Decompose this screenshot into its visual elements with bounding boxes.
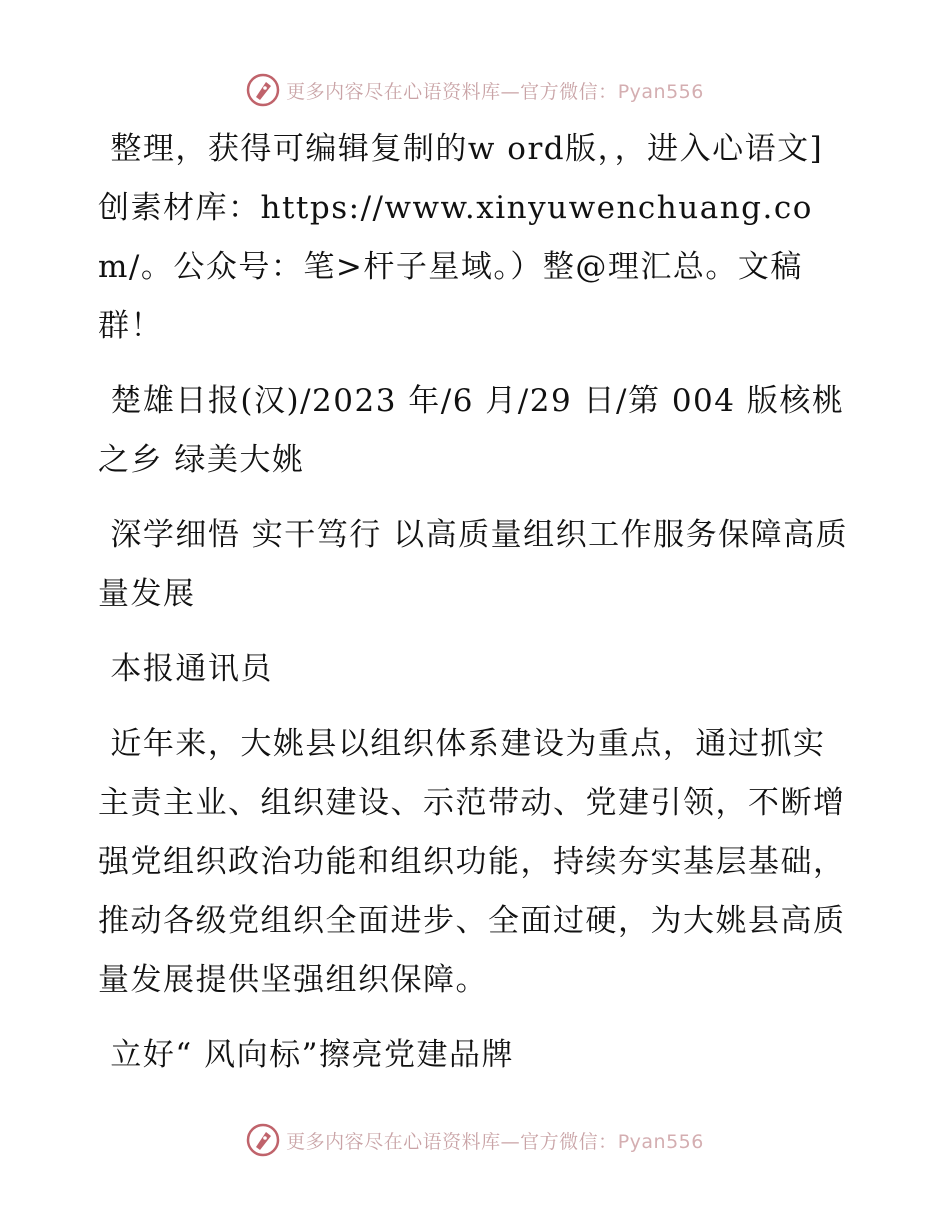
header-watermark — [0, 72, 950, 108]
document-body — [98, 120, 854, 1101]
intro-paragraph: 整理，获得可编辑复制的w ord版，，进入心语文]创素材库：https://www.xinyuwenchuang.com/。公众号：笔>杆子星域。）整@理汇总。文稿群！ — [98, 131, 824, 344]
footer-watermark — [0, 1122, 950, 1158]
pen-nib-logo-icon — [246, 73, 280, 107]
pen-nib-logo-icon — [246, 1123, 280, 1157]
article-title: 深学细悟 实干笃行 以高质量组织工作服务保障高质量发展 — [98, 517, 849, 612]
footer-watermark-text: 更多内容尽在心语资料库—官方微信：Pyan556 — [286, 1130, 704, 1153]
section-heading: 立好“ 风向标”擦亮党建品牌 — [110, 1037, 514, 1073]
source-line: 楚雄日报(汉)/2023 年/6 月/29 日/第 004 版核桃之乡 绿美大姚 — [98, 383, 845, 478]
body-paragraph: 近年来，大姚县以组织体系建设为重点，通过抓实主责主业、组织建设、示范带动、党建引领，不断增强党组织政治功能和组织功能，持续夯实基层基础，推动各级党组织全面进步、全面过硬，为大姚县高质量发展提供坚强组织保障。 — [98, 726, 846, 998]
byline: 本报通讯员 — [110, 651, 273, 687]
header-watermark-text: 更多内容尽在心语资料库—官方微信：Pyan556 — [286, 80, 704, 103]
